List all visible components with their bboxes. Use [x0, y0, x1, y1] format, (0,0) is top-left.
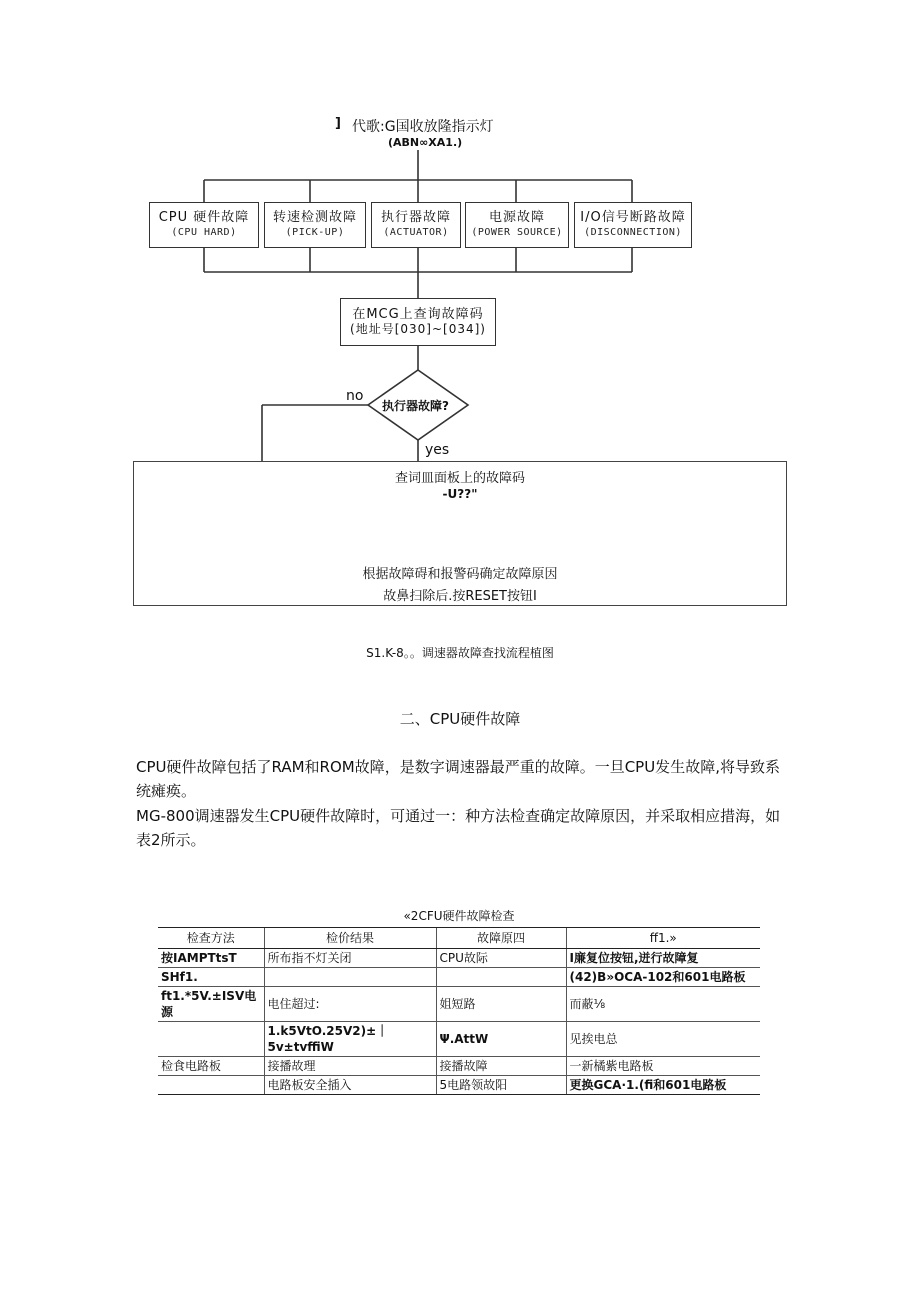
- table-cell: SHf1.: [158, 968, 264, 987]
- cpu-fault-table: [158, 927, 760, 1095]
- table-cell: Ψ.AttW: [436, 1022, 566, 1057]
- resolution-line1: 查词皿面板上的故障码: [394, 471, 525, 486]
- fault-box-pickup: [264, 202, 366, 248]
- paragraph-1: CPU硬件故障包括了RAM和ROM故障，是数字调速器最严重的故障。一旦CPU发生故障,将导致系统瘫痪。: [136, 758, 780, 800]
- flowchart-top-marker: ]: [335, 116, 341, 131]
- fault-box-code: (DISCONNECTION): [584, 227, 682, 238]
- table-cell: 按IAMPTtsT: [158, 949, 264, 968]
- resolution-line3: 根据故障碍和报警码确定故障原因: [362, 567, 558, 582]
- fault-box-code: (PICK-UP): [285, 227, 345, 238]
- fault-box-label: 电源故障: [488, 210, 545, 225]
- yes-branch-label: yes: [425, 442, 450, 458]
- fault-box-code: (CPU HARD): [171, 227, 237, 238]
- table-cell: 接播故理: [264, 1057, 436, 1076]
- table-cell: I廉复位按钮,迸行故障复: [566, 949, 760, 968]
- fault-box-code: (ACTUATOR): [383, 227, 449, 238]
- table-row: [158, 1057, 760, 1076]
- table-cell: 而蔽⅛: [566, 987, 760, 1022]
- fault-box-disconnection: [574, 202, 692, 248]
- table-cell: 所布指不灯关闭: [264, 949, 436, 968]
- table-caption: «2CFU硬件故障检查: [403, 909, 515, 923]
- figure-caption: S1.K-8。。调速器故障查找流程植图: [366, 646, 554, 660]
- table-cell: 1.k5VtO.25V2)±｜5v±tvffiW: [264, 1022, 436, 1057]
- query-fault-code-box: [340, 298, 496, 346]
- table-cell: 检食电路板: [158, 1057, 264, 1076]
- fault-box-code: (POWER SOURCE): [471, 227, 563, 238]
- table-row: [158, 987, 760, 1022]
- table-row: [158, 949, 760, 968]
- table-header-row: [158, 928, 760, 949]
- decision-label: 执行器故障?: [382, 399, 449, 413]
- table-cell: [158, 1022, 264, 1057]
- table-cell: ft1.*5V.±ISV电源: [158, 987, 264, 1022]
- table-cell: (42)B»OCA-102和601电路板: [566, 968, 760, 987]
- flowchart-top-title: 代歌:G国收放隆指示灯: [352, 119, 494, 135]
- table-cell: 5电路领故阳: [436, 1076, 566, 1095]
- table-header: 检价结果: [264, 928, 436, 949]
- fault-box-label: 转速检测故障: [272, 210, 357, 225]
- table-cell: 见挨电总: [566, 1022, 760, 1057]
- table-header: 故障原四: [436, 928, 566, 949]
- table-cell: 电路板安全插入: [264, 1076, 436, 1095]
- table-row: [158, 1076, 760, 1095]
- table-cell: 更换GCA·1.(fi和601电路板: [566, 1076, 760, 1095]
- resolution-line4: 故鼻扫除后.按RESET按钮I: [383, 589, 537, 604]
- table-cell: CPU故际: [436, 949, 566, 968]
- fault-box-label: I/O信号断路故障: [580, 210, 686, 225]
- query-box-line1: 在MCG上查询故障码: [352, 307, 484, 322]
- fault-box-label: CPU 硬件故障: [158, 210, 250, 225]
- table-cell: [264, 968, 436, 987]
- paragraph-2: MG-800调速器发生CPU硬件故障时，可通过一：种方法检查确定故障原因，并采取相应措海，如表2所示。: [136, 807, 781, 849]
- flowchart-top-subtitle: (ABN∞XA1.): [388, 136, 463, 149]
- table-cell: 电住超过:: [264, 987, 436, 1022]
- section-heading: 二、CPU硬件故障: [399, 710, 521, 728]
- table-cell: [436, 968, 566, 987]
- table-cell: 接播故障: [436, 1057, 566, 1076]
- fault-box-power: [465, 202, 569, 248]
- table-row: [158, 968, 760, 987]
- table-header: ff1.»: [566, 928, 760, 949]
- resolution-line2: -U??": [442, 487, 478, 501]
- fault-box-label: 执行器故障: [380, 210, 451, 225]
- query-box-line2: (地址号[030]~[034]): [350, 322, 486, 336]
- table-header: 检查方法: [158, 928, 264, 949]
- table-row: [158, 1022, 760, 1057]
- fault-box-actuator: [371, 202, 461, 248]
- table-cell: 一新橘紫电路板: [566, 1057, 760, 1076]
- no-branch-label: no: [346, 388, 364, 404]
- table-cell: 姐短路: [436, 987, 566, 1022]
- fault-box-cpu: [149, 202, 259, 248]
- table-cell: [158, 1076, 264, 1095]
